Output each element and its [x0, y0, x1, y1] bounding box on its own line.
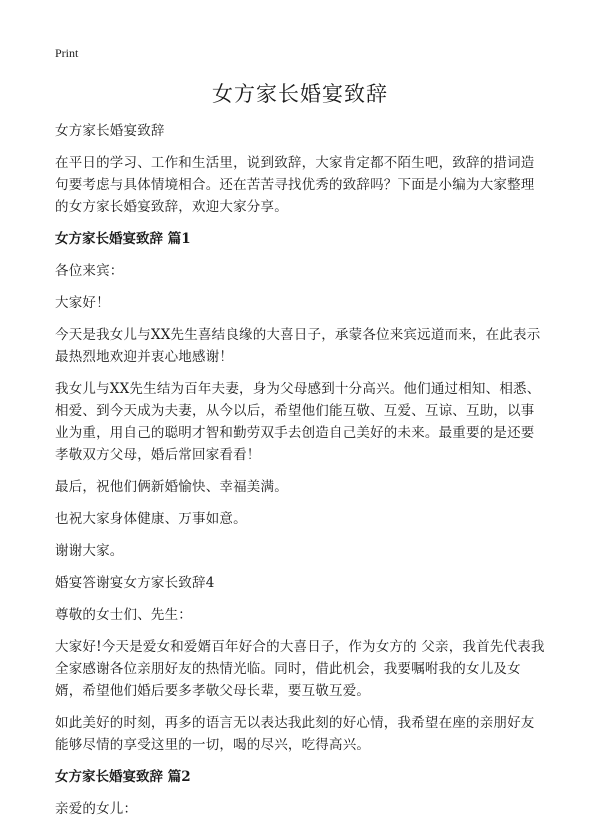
- intro-paragraph: 在平日的学习、工作和生活里，说到致辞，大家肯定都不陌生吧，致辞的措词造句要考虑与具体情境相合。还在苦苦寻找优秀的致辞吗？下面是小编为大家整理的女方家长婚宴致辞，欢迎大家分享。: [55, 155, 535, 215]
- body-paragraph: 今天是我女儿与XX先生喜结良缘的大喜日子，承蒙各位来宾远道而来，在此表示最热烈地欢迎并衷心地感谢！: [55, 327, 541, 365]
- body-paragraph: 如此美好的时刻，再多的语言无以表达我此刻的好心情，我希望在座的亲朋好友能够尽情的享受这里的一切，喝的尽兴，吃得高兴。: [55, 715, 535, 753]
- section-heading-2: 女方家长婚宴致辞 篇2: [55, 769, 191, 785]
- document-title: 女方家长婚宴致辞: [212, 82, 388, 106]
- sub-heading: 婚宴答谢宴女方家长致辞4: [55, 575, 215, 591]
- print-label: Print: [55, 46, 79, 60]
- section-heading-1: 女方家长婚宴致辞 篇1: [55, 231, 191, 247]
- closing-wish: 也祝大家身体健康、万事如意。: [55, 511, 247, 527]
- intro-subtitle: 女方家长婚宴致辞: [55, 123, 165, 139]
- salutation: 亲爱的女儿：: [55, 801, 138, 817]
- salutation: 各位来宾：: [55, 263, 124, 279]
- body-paragraph: 大家好!今天是爱女和爱婿百年好合的大喜日子，作为女方的 父亲，我首先代表我全家感谢各位亲朋好友的热情光临。同时，借此机会，我要嘱咐我的女儿及女婿，希望他们婚后要多孝敬父母长辈，要互敬互爱。: [55, 639, 545, 699]
- thanks-line: 谢谢大家。: [55, 543, 124, 559]
- greeting: 大家好！: [55, 295, 110, 311]
- closing-wish: 最后，祝他们俩新婚愉快、幸福美满。: [55, 479, 288, 495]
- body-paragraph: 我女儿与XX先生结为百年夫妻，身为父母感到十分高兴。他们通过相知、相悉、相爱、到今天成为夫妻，从今以后，希望他们能互敬、互爱、互谅、互助，以事业为重，用自己的聪明才智和勤劳双手去创造自己美好的未来。最重要的是还要孝敬双方父母，婚后常回家看看！: [55, 381, 541, 463]
- document-body: [55, 120, 547, 830]
- salutation: 尊敬的女士们、先生：: [55, 607, 192, 623]
